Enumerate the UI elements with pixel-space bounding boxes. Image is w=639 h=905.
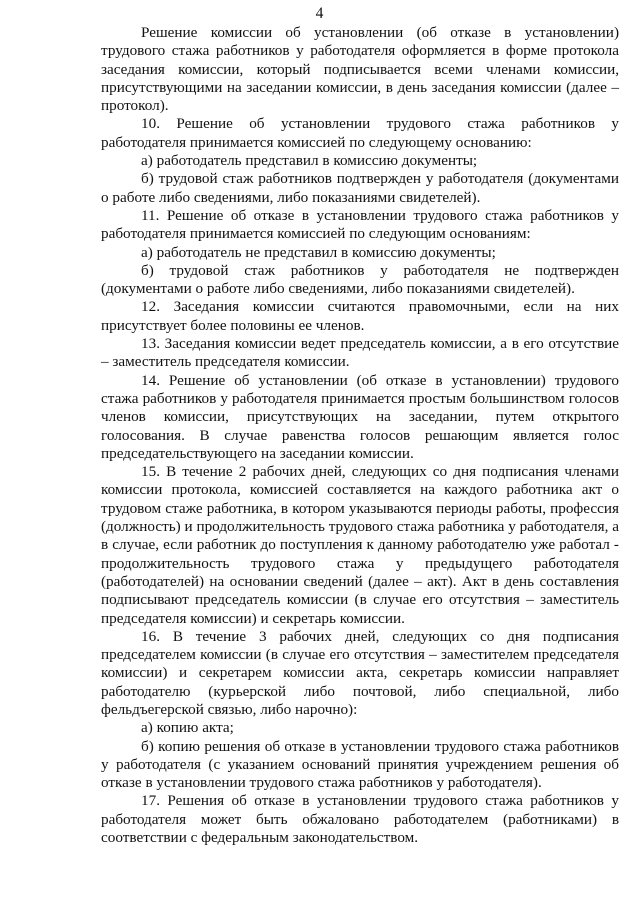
paragraph-16-item-b: б) копию решения об отказе в установлении трудового стажа работников у работодателя (с указанием оснований принятия учреждением решения об отказе в установлении трудового стажа работников у работодателя). [101,737,619,792]
paragraph-10-item-a: а) работодатель представил в комиссию документы; [141,152,478,170]
paragraph-11-item-b: б) трудовой стаж работников у работодателя не подтвержден (документами о работе либо сведениями, либо показаниями свидетелей). [101,261,619,298]
paragraph-17: 17. Решения об отказе в установлении трудового стажа работников у работодателя может быть обжаловано работодателем (работниками) в соответствии с федеральным законодательством. [101,792,619,847]
document-body [101,24,619,847]
paragraph-15: 15. В течение 2 рабочих дней, следующих со дня подписания членами комиссии протокола, комиссией составляется на каждого работника акт о трудовом стаже работника, в котором указываются периоды работы, профессия (должность) и продолжительность трудового стажа работника у работодателя, а в случае, если работник до поступления к данному работодателю уже работал - продолжительность трудового стажа у предыдущего работодателя (работодателей) на основании сведений (далее – акт). Акт в день составления подписывают председатель комиссии (в случае его отсутствия – заместитель председателя комиссии) и секретарь комиссии. [101,463,619,627]
paragraph-10-item-b: б) трудовой стаж работников подтвержден у работодателя (документами о работе либо сведениями, либо показаниями свидетелей). [101,170,619,206]
paragraph-14: 14. Решение об установлении (об отказе в установлении) трудового стажа работников у работодателя принимается простым большинством голосов членов комиссии, присутствующих на заседании, путем открытого голосования. В случае равенства голосов решающим является голос председательствующего на заседании комиссии. [101,371,619,462]
paragraph-16-item-a: а) копию акта; [141,719,234,737]
paragraph-protocol: Решение комиссии об установлении (об отказе в установлении) трудового стажа работников у работодателя оформляется в форме протокола заседания комиссии, который подписывается всеми членами комиссии, присутствующими на заседании комиссии, в день заседания комиссии (далее – протокол). [101,24,619,115]
paragraph-10: 10. Решение об установлении трудового стажа работников у работодателя принимается комиссией по следующему основанию: [101,115,619,151]
paragraph-11: 11. Решение об отказе в установлении трудового стажа работников у работодателя принимается комиссией по следующим основаниям: [101,206,619,243]
page-number: 4 [315,5,324,22]
paragraph-13: 13. Заседания комиссии ведет председатель комиссии, а в его отсутствие – заместитель председателя комиссии. [101,335,619,371]
paragraph-11-item-a: а) работодатель не представил в комиссию документы; [141,243,496,261]
paragraph-16: 16. В течение 3 рабочих дней, следующих со дня подписания председателем комиссии (в случае его отсутствия – заместителем председателя комиссии) и секретарем комиссии акта, секретарь комиссии направляет работодателю (курьерской либо почтовой, либо специальной, либо фельдъегерской связью, либо нарочно): [101,627,619,718]
paragraph-12: 12. Заседания комиссии считаются правомочными, если на них присутствует более половины ее членов. [101,298,619,334]
